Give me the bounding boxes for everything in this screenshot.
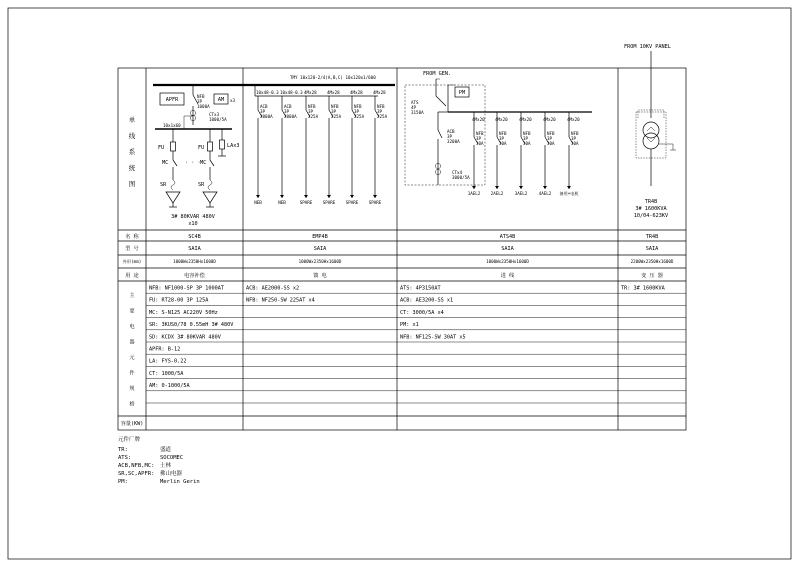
equipment-spec: CT: 3000/5A x4 bbox=[400, 309, 444, 316]
legend-title: 元件厂牌 bbox=[118, 437, 141, 443]
la-label: LAx3 bbox=[227, 143, 240, 149]
feeder-cable: 4Mx20 bbox=[519, 117, 532, 122]
row-label-name: 名 称 bbox=[125, 234, 139, 240]
feeder-cable: 4Mx28 bbox=[373, 90, 386, 95]
equip-label-char: 元 bbox=[129, 355, 135, 361]
row-use-cell: 变 压 器 bbox=[641, 273, 663, 279]
equipment-spec: ACB: AE2000-SS x2 bbox=[246, 285, 300, 292]
feeder-rating: 225A bbox=[377, 114, 388, 119]
mc-label-2: MC bbox=[200, 160, 207, 166]
equip-label-char: 要 bbox=[129, 308, 135, 315]
feeder-poles: 3P bbox=[547, 136, 553, 141]
gen-source-label: FROM GEN. bbox=[423, 71, 452, 77]
feeder-poles: 3P bbox=[571, 136, 577, 141]
equip-label-char: 规 bbox=[129, 386, 135, 392]
feeder-rating: 30A bbox=[499, 141, 507, 146]
feeder-name: 2AEL2 bbox=[490, 191, 504, 196]
manufacturer-legend bbox=[118, 435, 200, 485]
equipment-spec: TR: 3# 1600KVA bbox=[621, 285, 665, 292]
row-model-cell: SAIA bbox=[188, 246, 201, 252]
row-model-cell: SAIA bbox=[313, 246, 327, 252]
equip-label-char: 电 bbox=[129, 324, 135, 330]
single-line-category-label bbox=[129, 115, 136, 188]
dots: · · · bbox=[185, 160, 201, 166]
tr-rating: 3# 1600KVA bbox=[635, 206, 667, 212]
feeder-type: ACB bbox=[260, 104, 268, 109]
feeder-name: SPARE bbox=[345, 200, 359, 205]
am-label: AM bbox=[217, 97, 225, 103]
mc-label: MC bbox=[162, 160, 169, 166]
feeder-rating: 2000A bbox=[260, 114, 273, 119]
nfb-rating: 1000A bbox=[197, 104, 210, 109]
legend-key: SR,SC,APFR: bbox=[118, 471, 155, 477]
feeder-type: NFB bbox=[547, 131, 555, 136]
feeder-rating: 30A bbox=[523, 141, 531, 146]
ats-ct-qty: CTx4 bbox=[452, 170, 463, 175]
row-label-use: 用 途 bbox=[125, 273, 139, 279]
feeder-type: NFB bbox=[308, 104, 316, 109]
transformer-section bbox=[624, 44, 676, 219]
feeder-poles: 3P bbox=[284, 109, 290, 114]
ats-poles: 4P bbox=[411, 105, 417, 110]
feeder-cable: 4Mx28 bbox=[327, 90, 340, 95]
equipment-spec: NFB: NF250-SW 225AT x4 bbox=[246, 297, 315, 304]
equipment-spec: CT: 1000/5A bbox=[149, 370, 184, 377]
sr-label: SR bbox=[160, 182, 167, 188]
legend-value: 佛山电器 bbox=[160, 471, 183, 477]
ct-qty: CTx3 bbox=[209, 112, 220, 117]
nfb-poles: 3P bbox=[197, 99, 203, 104]
feeder-poles: 3P bbox=[499, 136, 505, 141]
apfr-label: APFR bbox=[165, 97, 179, 103]
equipment-spec: AM: 0-1000/5A bbox=[149, 383, 190, 390]
feeder-cable: 10x48-0.3 bbox=[280, 90, 303, 95]
sr-label-2: SR bbox=[198, 182, 205, 188]
feeder-poles: 3P bbox=[377, 109, 383, 114]
ats-section bbox=[405, 71, 592, 185]
feeder-poles: 3P bbox=[476, 136, 482, 141]
row-size-cell: 1000Wx2350Hx1600D bbox=[173, 259, 216, 264]
equip-label-char: 件 bbox=[129, 370, 135, 377]
feeder-rating: 30A bbox=[571, 141, 579, 146]
feeder-cable: 4Mx28 bbox=[350, 90, 363, 95]
acb-rating: 3200A bbox=[447, 139, 460, 144]
feeder-name: 4AEL2 bbox=[538, 191, 552, 196]
feeder-cable: 4Mx20 bbox=[567, 117, 580, 122]
bus-spec: TMY 10x120-2/4(A,B,C) 10x120x1/600 bbox=[290, 75, 376, 80]
row-label-model: 型 号 bbox=[125, 246, 139, 252]
feeder-poles: 3P bbox=[354, 109, 360, 114]
legend-key: TR: bbox=[118, 447, 128, 453]
feeder-name: SPARE bbox=[299, 200, 313, 205]
row-size-cell: 1000Wx2350Hx1600D bbox=[486, 259, 529, 264]
legend-value: SOCOMEC bbox=[160, 455, 184, 461]
equipment-spec: ATS: 4P3150AT bbox=[400, 285, 441, 292]
feeder-name: NEB bbox=[254, 200, 262, 205]
cat-char: 图 bbox=[128, 180, 136, 188]
feeder-rating: 225A bbox=[354, 114, 365, 119]
feeder-rating: 225A bbox=[308, 114, 319, 119]
feeder-name: SPARE bbox=[322, 200, 336, 205]
feed-label: FROM 10KV PANEL bbox=[624, 44, 671, 50]
tr-id: TR4B bbox=[644, 199, 658, 205]
feeder-cable: 4Mx20 bbox=[543, 117, 556, 122]
legend-key: ACB,NFB,MC: bbox=[118, 463, 155, 469]
equipment-spec: NFB: NF125-SW 30AT x5 bbox=[400, 334, 466, 341]
legend-key: PM: bbox=[118, 479, 128, 485]
feeder-type: NFB bbox=[499, 131, 507, 136]
equipment-spec: APFR: B-12 bbox=[149, 346, 181, 353]
equipment-spec: SR: 3KUS0/78 0.55mH 3# 480V bbox=[149, 322, 234, 329]
row-name-cell: TR4B bbox=[645, 234, 659, 240]
row-name-cell: ATS4B bbox=[499, 234, 516, 240]
nfb-type: NFB bbox=[197, 94, 205, 99]
legend-key: ATS: bbox=[118, 455, 132, 461]
sub-busbar-label: 10x1x60 bbox=[163, 123, 181, 128]
equipment-lists bbox=[149, 286, 666, 390]
feeder-name: SPARE bbox=[368, 200, 382, 205]
cat-char: 线 bbox=[128, 132, 136, 140]
feeder-name: NEB bbox=[278, 200, 286, 205]
sc-caption: 3# 80KVAR 480V bbox=[171, 214, 215, 220]
equipment-spec: LA: FYS-0.22 bbox=[149, 358, 187, 365]
cat-char: 系 bbox=[128, 148, 136, 156]
ats-feeder-group bbox=[468, 112, 580, 197]
ats-type: ATS bbox=[411, 100, 419, 105]
equipment-spec: PM: x1 bbox=[400, 322, 419, 329]
equipment-spec: NFB: NF1000-SP 3P 1000AT bbox=[149, 285, 224, 292]
feeder-rating: 30A bbox=[476, 141, 484, 146]
feeder-type: NFB bbox=[571, 131, 579, 136]
equip-label-char: 器 bbox=[129, 339, 135, 346]
emp-feeder-group bbox=[254, 85, 387, 205]
row-label-capacity: 容量(KW) bbox=[120, 421, 144, 427]
feeder-type: ACB bbox=[284, 104, 292, 109]
acb-type: ACB bbox=[447, 129, 455, 134]
feeder-poles: 3P bbox=[308, 109, 314, 114]
feeder-type: NFB bbox=[354, 104, 362, 109]
row-name-cell: EMP4B bbox=[312, 234, 328, 240]
feeder-cable: 4Mx20 bbox=[495, 117, 508, 122]
feeder-cable: 4Mx28 bbox=[304, 90, 317, 95]
feeder-cable: 10x48-0.3 bbox=[256, 90, 279, 95]
row-model-cell: SAIA bbox=[501, 246, 514, 252]
sc-caption-qty: x10 bbox=[188, 221, 198, 227]
row-label-size: 外形(mm) bbox=[122, 259, 142, 264]
feeder-poles: 3P bbox=[523, 136, 529, 141]
ct-ratio: 1000/5A bbox=[209, 117, 227, 122]
row-use-cell: 馈 电 bbox=[313, 273, 327, 279]
row-use-cell: 电容补偿 bbox=[184, 273, 205, 279]
ats-rating: 3150A bbox=[411, 110, 424, 115]
legend-value: 盛道 bbox=[160, 447, 172, 453]
feeder-type: NFB bbox=[331, 104, 339, 109]
feeder-name: 3AEL2 bbox=[514, 191, 528, 196]
feeder-type: NFB bbox=[523, 131, 531, 136]
panel-schedule-table bbox=[118, 68, 686, 430]
feeder-poles: 3P bbox=[260, 109, 266, 114]
am-qty: x3 bbox=[230, 98, 236, 103]
acb-poles: 3P bbox=[447, 134, 453, 139]
feeder-rating: 30A bbox=[547, 141, 555, 146]
fu-label: FU bbox=[158, 145, 165, 151]
equipment-spec: FU: RT28-00 3P 125A bbox=[149, 297, 209, 304]
row-size-cell: 1000Wx2350Hx1600D bbox=[298, 259, 342, 264]
tr-voltage: 10/04-623KV bbox=[633, 213, 669, 219]
equipment-spec: ACB: AE3200-SS x1 bbox=[400, 297, 454, 304]
feeder-cable: 4Mx20 bbox=[472, 117, 485, 122]
pm-label: PM bbox=[458, 90, 466, 96]
feeder-name: 备用+电机 bbox=[559, 191, 579, 196]
row-use-cell: 进 线 bbox=[500, 273, 515, 279]
equip-label-char: 主 bbox=[129, 293, 135, 299]
row-model-cell: SAIA bbox=[645, 246, 659, 252]
equipment-label-column bbox=[129, 291, 135, 408]
cat-char: 单 bbox=[128, 116, 136, 124]
feeder-name: 1AEL2 bbox=[467, 191, 481, 196]
feeder-rating: 2000A bbox=[284, 114, 297, 119]
legend-value: Merlin Gerin bbox=[160, 479, 200, 485]
ats-ct-ratio: 3000/5A bbox=[452, 175, 470, 180]
feeder-rating: 225A bbox=[331, 114, 342, 119]
row-size-cell: 2200Wx2350Hx1600D bbox=[630, 259, 674, 264]
equip-label-char: 格 bbox=[129, 401, 135, 408]
feeder-type: NFB bbox=[377, 104, 385, 109]
legend-value: 士林 bbox=[160, 463, 172, 469]
equipment-spec: MC: S-N125 AC220V 50Hz bbox=[149, 309, 218, 316]
cat-char: 统 bbox=[128, 164, 136, 172]
fu-label-2: FU bbox=[198, 145, 205, 151]
feeder-type: NFB bbox=[476, 131, 484, 136]
row-name-cell: SC4B bbox=[188, 234, 201, 240]
equipment-spec: SD: KCDX 3# 80KVAR 480V bbox=[149, 334, 221, 341]
feeder-poles: 3P bbox=[331, 109, 337, 114]
